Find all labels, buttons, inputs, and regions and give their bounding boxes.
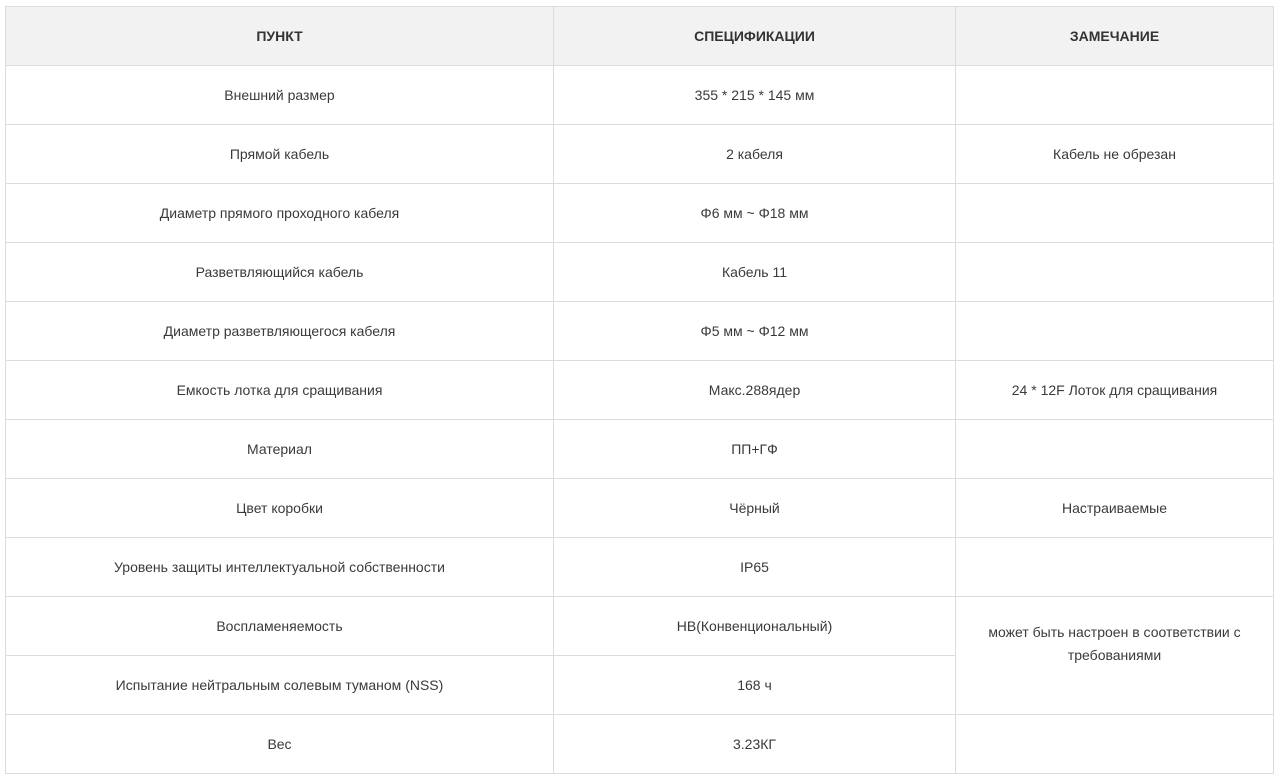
cell-spec: Φ5 мм ~ Φ12 мм — [554, 302, 956, 361]
cell-note — [956, 715, 1274, 774]
cell-note — [956, 420, 1274, 479]
cell-spec: 168 ч — [554, 656, 956, 715]
header-item: ПУНКТ — [6, 7, 554, 66]
cell-item: Внешний размер — [6, 66, 554, 125]
cell-spec: Кабель 11 — [554, 243, 956, 302]
table-header — [6, 7, 1274, 66]
cell-item: Вес — [6, 715, 554, 774]
cell-item: Материал — [6, 420, 554, 479]
cell-note: 24 * 12F Лоток для сращивания — [956, 361, 1274, 420]
cell-spec: 3.23КГ — [554, 715, 956, 774]
table-row — [6, 361, 1274, 420]
cell-spec: Φ6 мм ~ Φ18 мм — [554, 184, 956, 243]
header-row — [6, 7, 1274, 66]
header-note: ЗАМЕЧАНИЕ — [956, 7, 1274, 66]
cell-item: Воспламеняемость — [6, 597, 554, 656]
header-spec: СПЕЦИФИКАЦИИ — [554, 7, 956, 66]
cell-spec: Чёрный — [554, 479, 956, 538]
cell-item: Прямой кабель — [6, 125, 554, 184]
cell-spec: Макс.288ядер — [554, 361, 956, 420]
table-row — [6, 302, 1274, 361]
cell-item: Цвет коробки — [6, 479, 554, 538]
table-row — [6, 420, 1274, 479]
table-row — [6, 538, 1274, 597]
cell-spec: 2 кабеля — [554, 125, 956, 184]
table-row — [6, 184, 1274, 243]
cell-item: Разветвляющийся кабель — [6, 243, 554, 302]
cell-note — [956, 66, 1274, 125]
table-row — [6, 597, 1274, 656]
cell-spec: ПП+ГФ — [554, 420, 956, 479]
table-row — [6, 479, 1274, 538]
cell-note — [956, 243, 1274, 302]
cell-note-merged: может быть настроен в соответствии с требованиями — [956, 597, 1274, 715]
cell-note — [956, 538, 1274, 597]
table-row — [6, 715, 1274, 774]
table-body — [6, 66, 1274, 774]
cell-note: Настраиваемые — [956, 479, 1274, 538]
table-row — [6, 125, 1274, 184]
cell-note — [956, 184, 1274, 243]
cell-item: Емкость лотка для сращивания — [6, 361, 554, 420]
cell-note — [956, 302, 1274, 361]
table-row — [6, 243, 1274, 302]
cell-item: Уровень защиты интеллектуальной собственности — [6, 538, 554, 597]
cell-spec: IP65 — [554, 538, 956, 597]
cell-item: Испытание нейтральным солевым туманом (NSS) — [6, 656, 554, 715]
cell-item: Диаметр разветвляющегося кабеля — [6, 302, 554, 361]
specifications-table — [5, 6, 1274, 774]
cell-note: Кабель не обрезан — [956, 125, 1274, 184]
cell-spec: 355 * 215 * 145 мм — [554, 66, 956, 125]
cell-item: Диаметр прямого проходного кабеля — [6, 184, 554, 243]
cell-spec: HB(Конвенциональный) — [554, 597, 956, 656]
table-row — [6, 66, 1274, 125]
